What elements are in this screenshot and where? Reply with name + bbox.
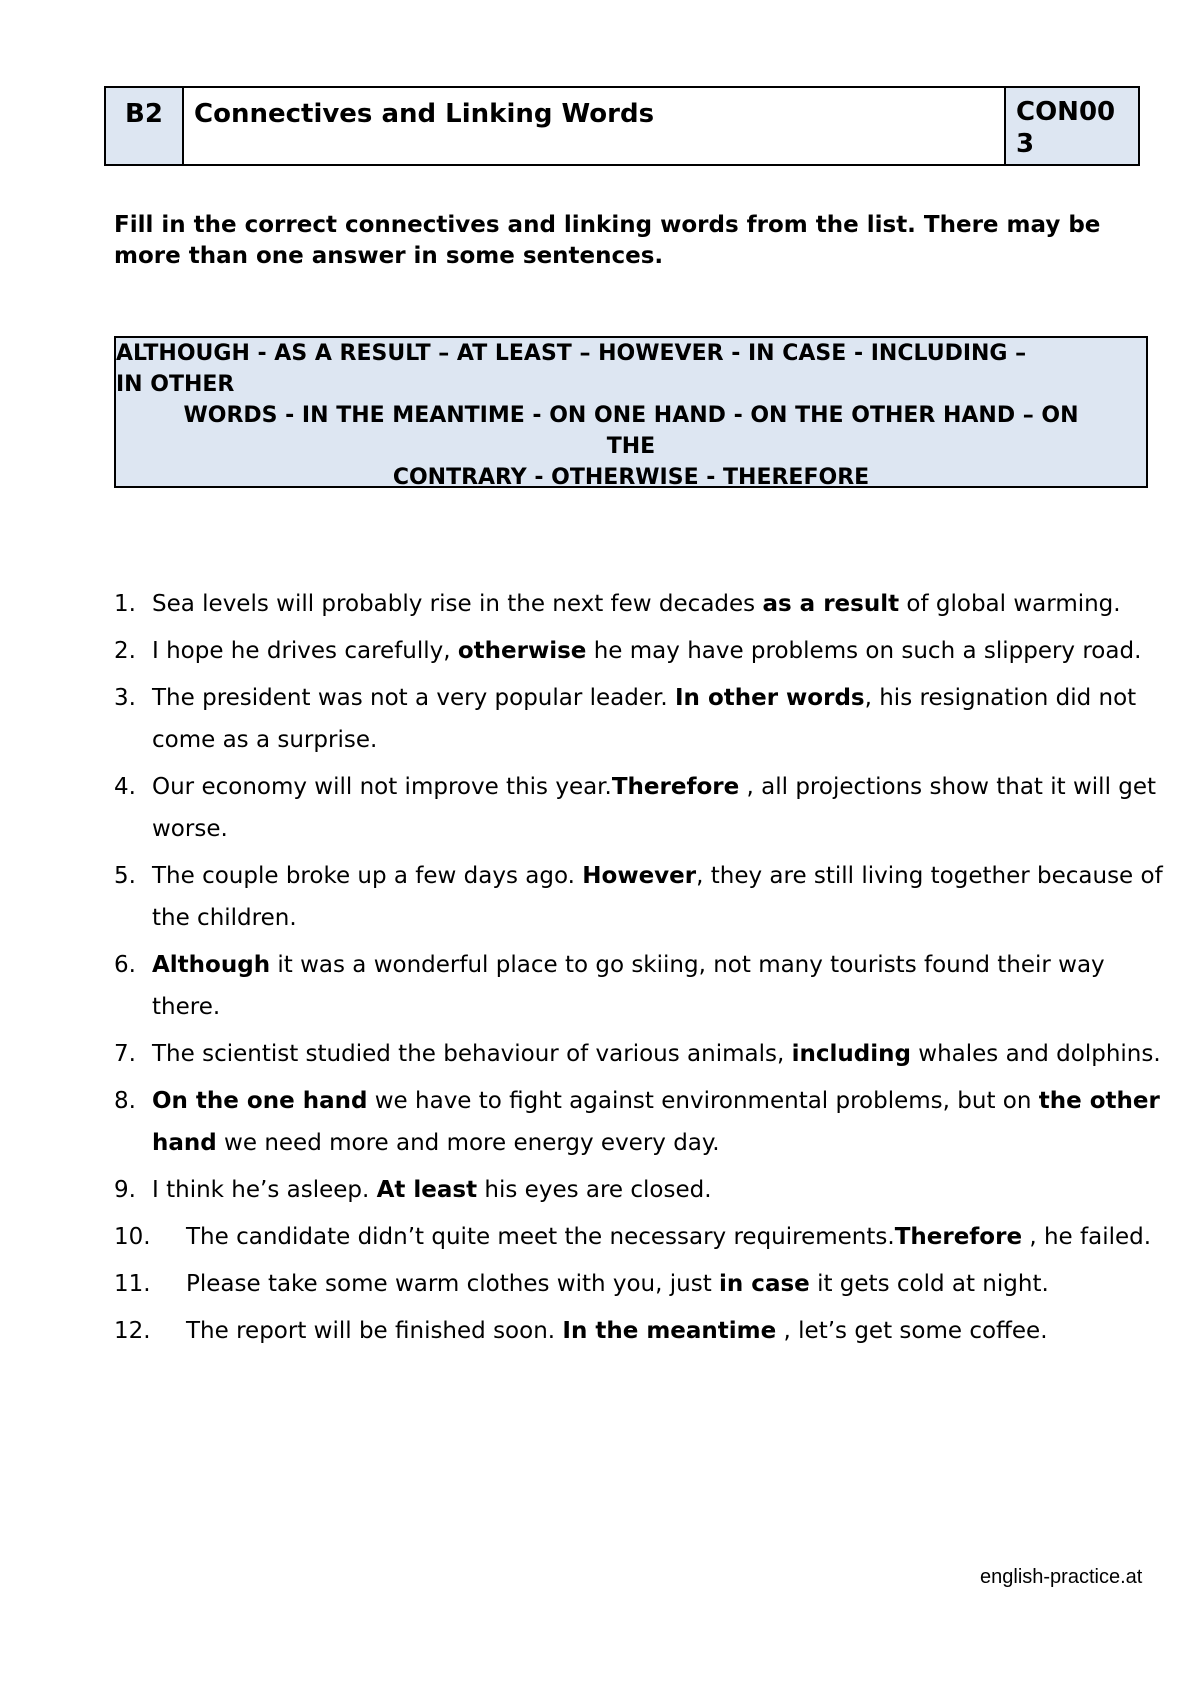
answer-word: otherwise [457,638,587,664]
sentence-text: I hope he drives carefully, [152,638,458,664]
exercise-item [114,583,1174,625]
sentence-text: The candidate didn’t quite meet the necessary requirements. [186,1224,895,1250]
sentence-text: Sea levels will probably rise in the next few decades [152,591,763,617]
level-badge: B2 [105,87,183,165]
item-number: 6. [114,952,136,978]
answer-word: On the one hand [152,1088,368,1114]
exercise-item [114,1263,1174,1305]
sentence-text: The president was not a very popular leader. [152,685,675,711]
answer-word: However [582,863,697,889]
sentence-text: The couple broke up a few days ago. [152,863,583,889]
sentence-text: of global warming. [899,591,1121,617]
sentence-text: I think he’s asleep. [152,1177,377,1203]
exercise-item [114,1080,1174,1164]
answer-word: including [791,1041,911,1067]
sentence-text: we need more and more energy every day. [216,1130,720,1156]
sentence-text: The scientist studied the behaviour of various animals, [152,1041,792,1067]
item-number: 11. [114,1271,151,1297]
exercise-item [114,944,1174,1028]
exercise-item [114,855,1174,939]
sentence-text: he may have problems on such a slippery road. [586,638,1142,664]
item-number: 2. [114,638,136,664]
sentence-text: his eyes are closed. [477,1177,712,1203]
item-number: 5. [114,863,136,889]
answer-word: the other hand [152,1088,1160,1156]
exercise-list [114,583,1174,1357]
worksheet-title: Connectives and Linking Words [183,87,1005,165]
answer-word: in case [719,1271,810,1297]
worksheet-header [104,86,1140,166]
sentence-text: whales and dolphins. [910,1041,1161,1067]
sentence-text: we have to fight against environmental problems, but on [367,1088,1039,1114]
answer-word: In other words [675,685,865,711]
item-number: 7. [114,1041,136,1067]
worksheet-code: CON003 [1005,87,1139,165]
sentence-text: , he failed. [1022,1224,1152,1250]
item-number: 9. [114,1177,136,1203]
answer-word: Although [152,952,271,978]
answer-word: Therefore [894,1224,1023,1250]
sentence-text: , they are still living together because of the children. [152,863,1163,931]
exercise-item [114,766,1174,850]
answer-word: as a result [762,591,900,617]
sentence-text: , his resignation did not come as a surprise. [152,685,1137,753]
item-number: 10. [114,1224,151,1250]
word-box-line: CONTRARY - OTHERWISE - THEREFORE [392,465,870,490]
sentence-text: , all projections show that it will get worse. [152,774,1157,842]
footer-site: english-practice.at [980,1566,1143,1588]
instructions: Fill in the correct connectives and linking words from the list. There may be more than one answer in some sentences. [114,212,1101,269]
item-number: 1. [114,591,136,617]
word-box [114,336,1148,488]
item-number: 12. [114,1318,151,1344]
word-box-line: WORDS - IN THE MEANTIME - ON ONE HAND - ON THE OTHER HAND – ON [183,403,1079,428]
exercise-item [114,1033,1174,1075]
word-box-line: THE [606,434,656,459]
exercise-item [114,1216,1174,1258]
sentence-text: The report will be finished soon. [186,1318,563,1344]
answer-word: Therefore [611,774,740,800]
sentence-text: it was a wonderful place to go skiing, not many tourists found their way there. [152,952,1105,1020]
exercise-item [114,677,1174,761]
word-box-line: IN OTHER [116,372,235,397]
answer-word: In the meantime [562,1318,777,1344]
sentence-text: , let’s get some coffee. [776,1318,1048,1344]
item-number: 4. [114,774,136,800]
item-number: 3. [114,685,136,711]
sentence-text: it gets cold at night. [809,1271,1049,1297]
sentence-text: Our economy will not improve this year. [152,774,612,800]
sentence-text: Please take some warm clothes with you, just [186,1271,720,1297]
exercise-item [114,1310,1174,1352]
item-number: 8. [114,1088,136,1114]
exercise-item [114,630,1174,672]
exercise-item [114,1169,1174,1211]
answer-word: At least [376,1177,478,1203]
word-box-line: ALTHOUGH - AS A RESULT – AT LEAST – HOWEVER - IN CASE - INCLUDING – [116,341,1027,366]
